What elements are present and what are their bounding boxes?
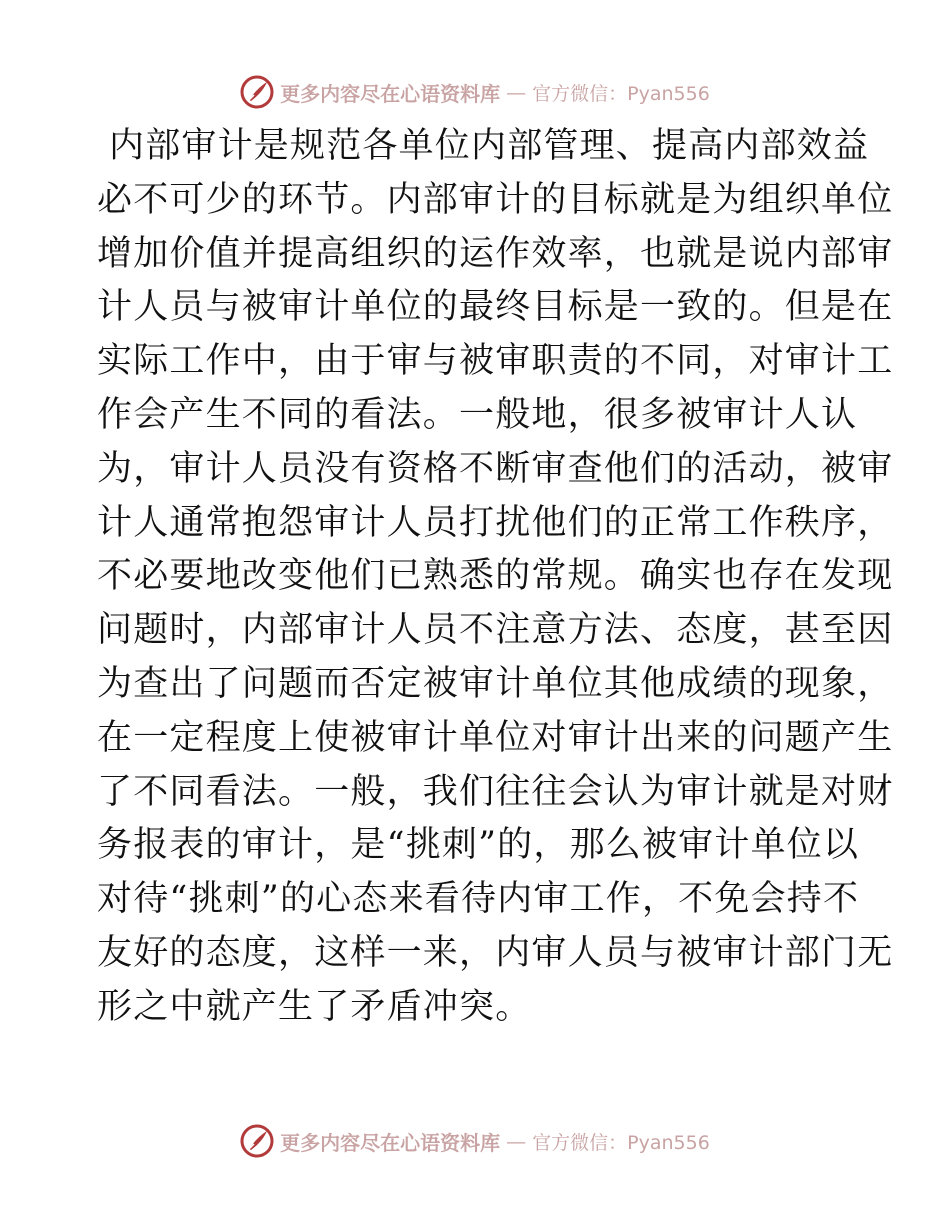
footer-watermark xyxy=(0,1119,950,1163)
text-line: 对待“挑刺”的心态来看待内审工作，不免会持不 xyxy=(97,879,860,920)
watermark-group xyxy=(240,1124,710,1158)
text-line: 不必要地改变他们已熟悉的常规。确实也存在发现 xyxy=(97,556,894,597)
text-line: 在一定程度上使被审计单位对审计出来的问题产生 xyxy=(97,717,894,758)
text-line: 为查出了问题而否定被审计单位其他成绩的现象， xyxy=(97,663,894,704)
text-line: 实际工作中，由于审与被审职责的不同，对审计工 xyxy=(97,341,894,382)
text-line: 形之中就产生了矛盾冲突。 xyxy=(97,986,532,1027)
text-line: 友好的态度，这样一来，内审人员与被审计部门无 xyxy=(97,932,894,973)
watermark-dash: — xyxy=(506,1129,527,1153)
watermark-wechat: 官方微信：Pyan556 xyxy=(532,82,710,105)
text-line: 计人通常抱怨审计人员打扰他们的正常工作秩序， xyxy=(97,502,894,543)
body-text xyxy=(97,120,894,1035)
text-line: 务报表的审计，是“挑刺”的，那么被审计单位以 xyxy=(97,825,860,866)
text-line: 了不同看法。一般，我们往往会认为审计就是对财 xyxy=(97,771,894,812)
header-watermark xyxy=(0,70,950,114)
feather-pen-logo-icon xyxy=(240,1124,274,1158)
text-line: 作会产生不同的看法。一般地，很多被审计人认 xyxy=(97,394,858,435)
watermark-text: 更多内容尽在心语资料库 xyxy=(280,1130,501,1155)
feather-pen-logo-icon xyxy=(240,75,274,109)
watermark-group xyxy=(240,75,710,109)
text-line: 必不可少的环节。内部审计的目标就是为组织单位 xyxy=(97,179,894,220)
text-line: 计人员与被审计单位的最终目标是一致的。但是在 xyxy=(97,287,894,328)
text-line: 增加价值并提高组织的运作效率，也就是说内部审 xyxy=(97,233,894,274)
text-line: 为，审计人员没有资格不断审查他们的活动，被审 xyxy=(97,448,894,489)
watermark-wechat: 官方微信：Pyan556 xyxy=(532,1131,710,1154)
text-line: 内部审计是规范各单位内部管理、提高内部效益 xyxy=(109,126,870,166)
watermark-dash: — xyxy=(506,80,527,104)
watermark-text: 更多内容尽在心语资料库 xyxy=(280,81,501,106)
text-line: 问题时，内部审计人员不注意方法、态度，甚至因 xyxy=(97,610,894,651)
